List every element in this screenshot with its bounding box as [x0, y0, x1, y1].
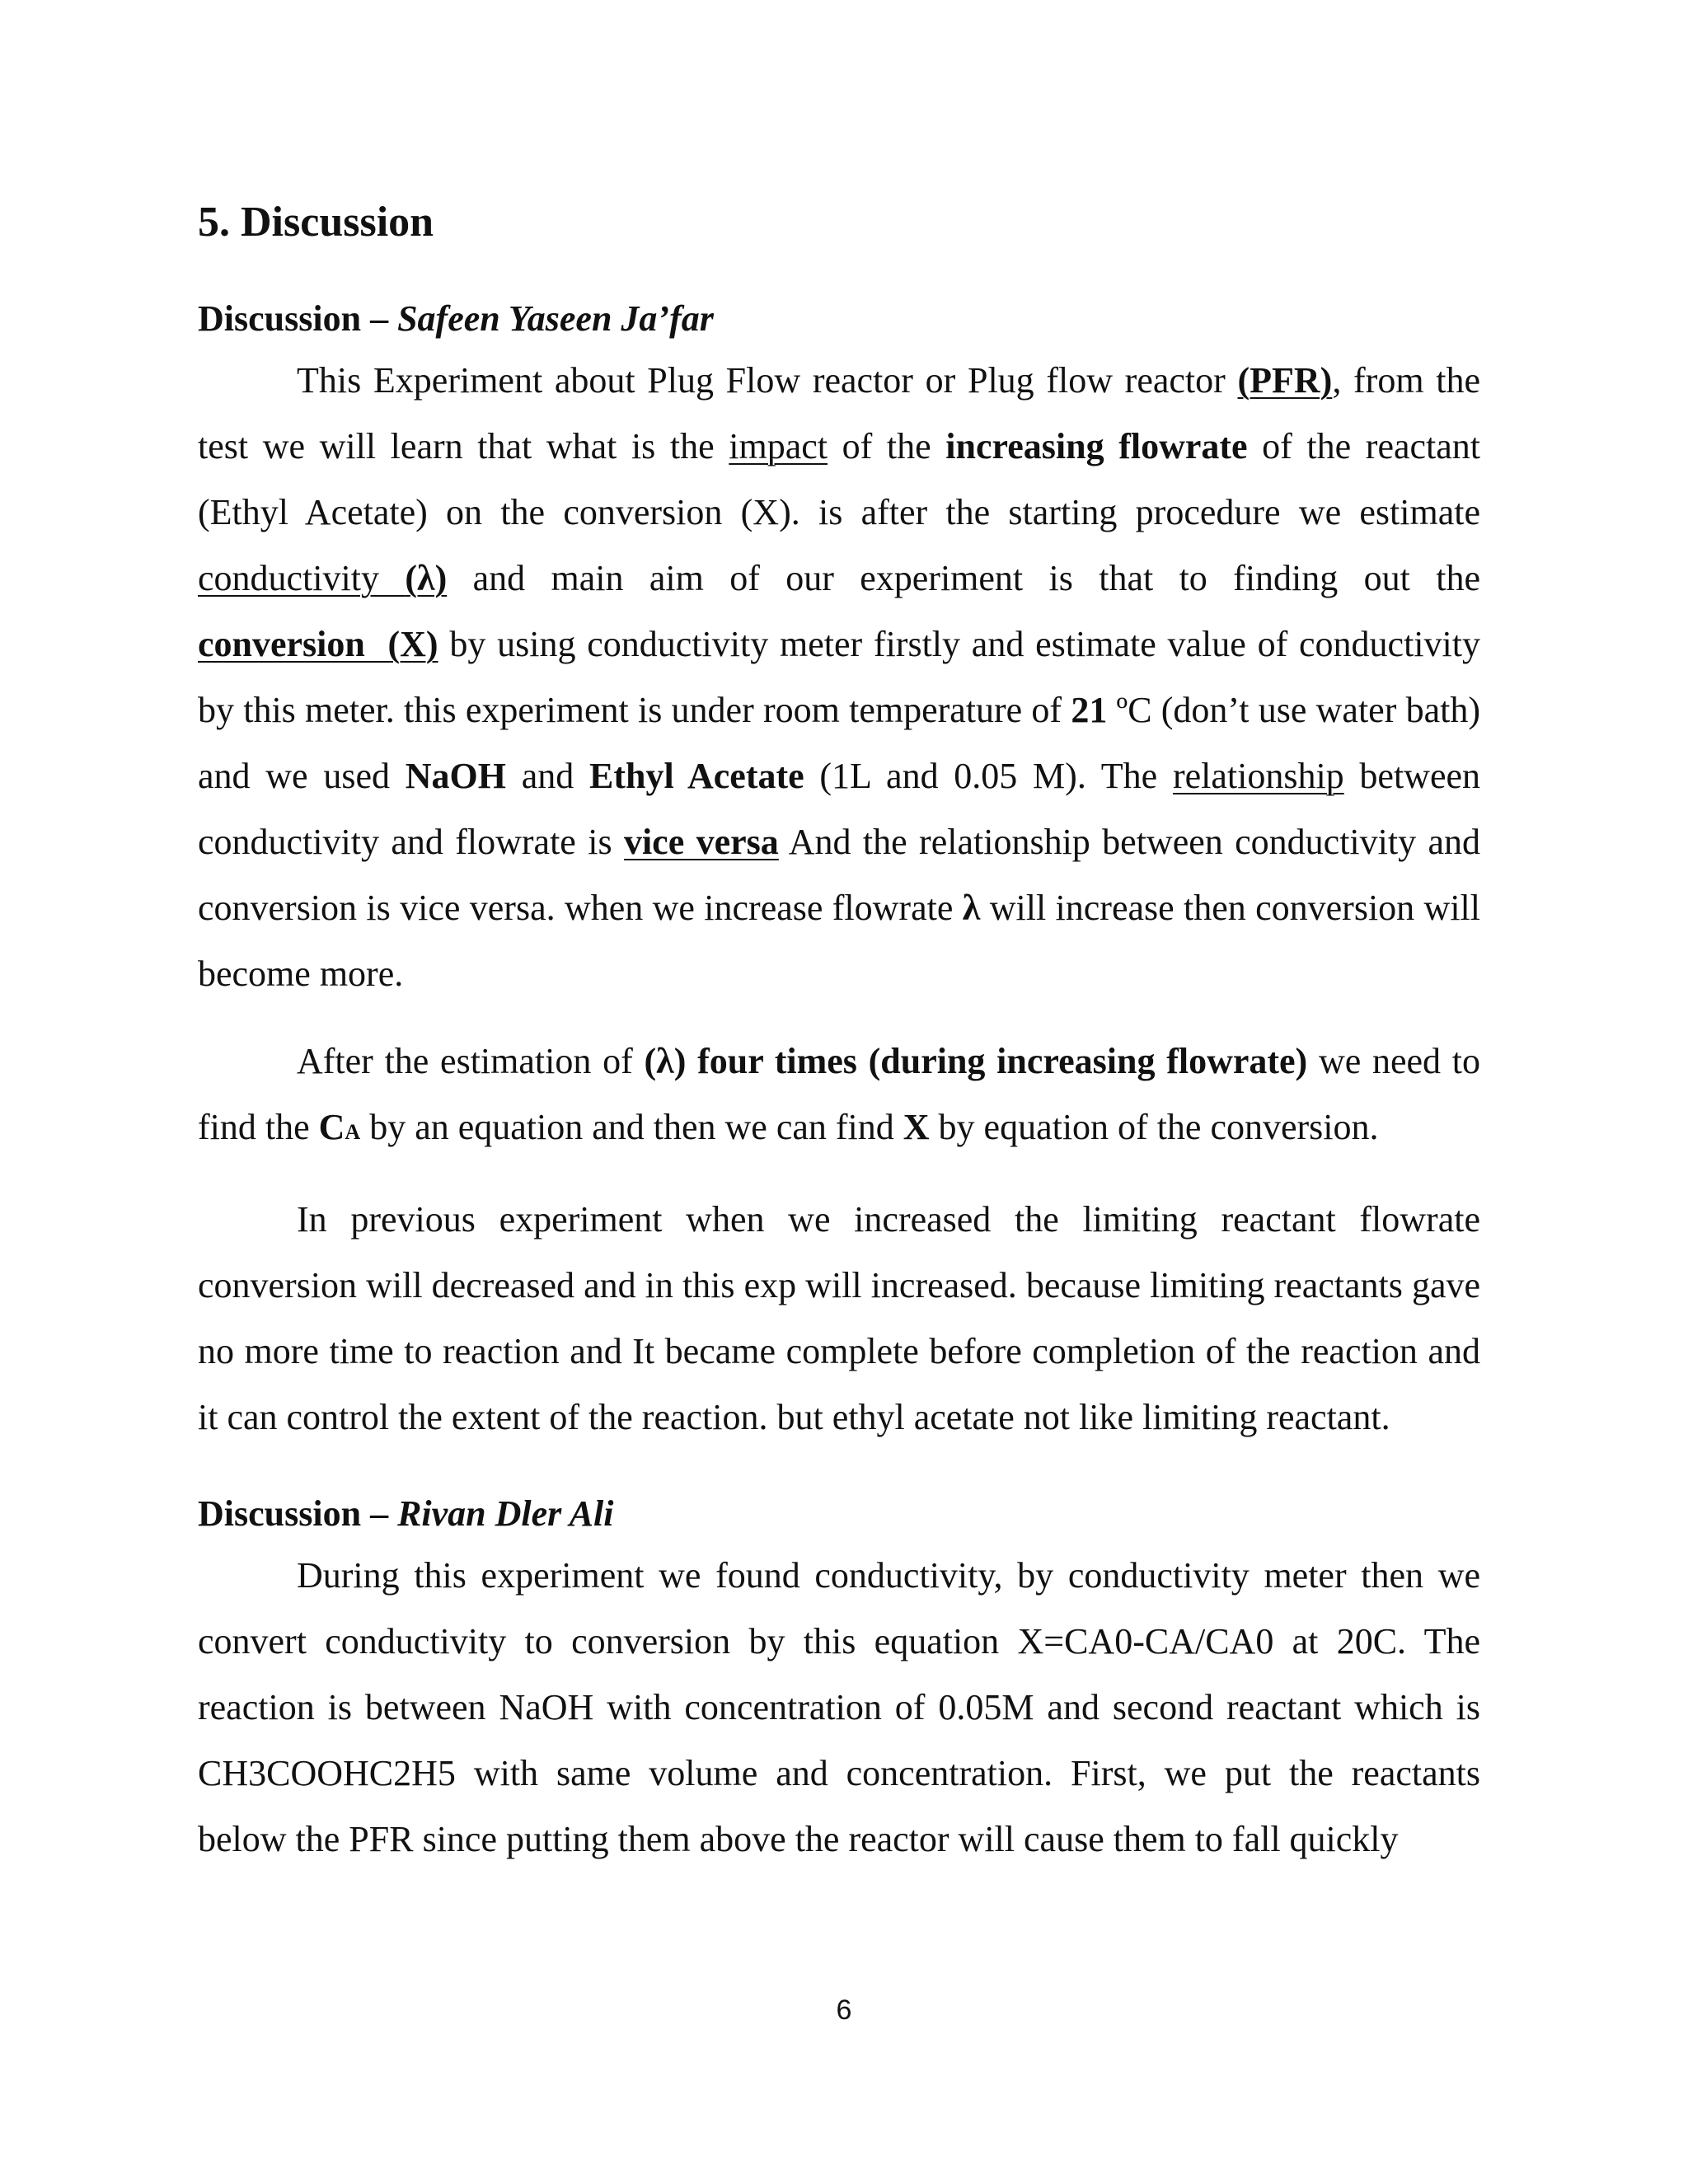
lambda-symbol: λ	[962, 888, 981, 928]
text-run: of the	[828, 426, 946, 466]
text-run: and	[505, 756, 589, 796]
text-run: conductivity	[198, 558, 406, 598]
paragraph: During this experiment we found conductivity, by conductivity meter then we convert conductivity to conversion by this equation X=CA0-CA/CA0 at 20C. The reaction is between NaOH with concentration of 0.05M and second reactant which is CH3COOHC2H5 with same volume and concentration. First, we put the reactants below the PFR since putting them above the reactor will cause them to fall quickly	[198, 1555, 1480, 1859]
text-run: by using conductivity meter firstly and estimate value of conductivity by this meter. this experiment is under room temperature of	[198, 624, 1480, 730]
relationship-term: relationship	[1172, 756, 1344, 796]
text-run: will increase then conversion will become more.	[198, 888, 1480, 994]
text-run: This Experiment about Plug Flow reactor or Plug flow reactor	[297, 360, 1238, 401]
text-run: between conductivity and flowrate is	[198, 756, 1481, 862]
bold-phrase: (λ) four times (during increasing flowrate)	[644, 1041, 1308, 1081]
conversion-term: conversion (X)	[198, 624, 438, 664]
temperature-value: 21	[1071, 690, 1108, 730]
discussion-prefix: Discussion –	[198, 298, 398, 339]
text-run: After the estimation of	[297, 1041, 645, 1081]
document-page	[198, 190, 1480, 1872]
ca-symbol: C	[318, 1107, 345, 1147]
text-run: ºC (don’t use water bath) and we used	[198, 690, 1480, 796]
paragraph: In previous experiment when we increased the limiting reactant flowrate conversion will decreased and in this exp will increased. because limiting reactants gave no more time to reaction and It became complete before completion of the reaction and it can control the extent of the reaction. but ethyl acetate not like limiting reactant.	[198, 1199, 1480, 1437]
ca-subscript: A	[345, 1120, 361, 1144]
vice-versa-term: vice versa	[623, 822, 779, 862]
discussion-prefix: Discussion –	[198, 1493, 398, 1534]
impact-term: impact	[729, 426, 828, 466]
ethyl-acetate-term: Ethyl Acetate	[588, 756, 804, 796]
text-run: And the relationship between conductivity and conversion is vice versa. when we increase flowrate	[198, 822, 1481, 928]
page-number: 6	[836, 1994, 852, 2026]
text-run: we need to find the	[198, 1041, 1480, 1147]
paragraph	[198, 348, 1480, 1007]
increasing-flowrate-term: increasing flowrate	[945, 426, 1248, 466]
text-run: by equation of the conversion.	[929, 1107, 1379, 1147]
x-symbol: X	[903, 1107, 930, 1147]
text-run: and main aim of our experiment is that to finding out the	[447, 558, 1480, 598]
naoh-term: NaOH	[405, 756, 506, 796]
conductivity-term	[198, 558, 447, 598]
author-name: Safeen Yaseen Ja’far	[397, 298, 714, 339]
paragraph	[198, 1029, 1480, 1165]
author-name: Rivan Dler Ali	[397, 1493, 614, 1534]
lambda-symbol: (λ)	[405, 558, 448, 598]
text-run: by an equation and then we can find	[360, 1107, 903, 1147]
section-title: 5. Discussion	[198, 199, 434, 246]
discussion-heading-rivan	[198, 1485, 1480, 1543]
text-run: (1L and 0.05 M). The	[804, 756, 1173, 796]
discussion-heading-safeen	[198, 290, 1480, 348]
pfr-term: (PFR)	[1237, 360, 1333, 401]
text-run: , from the test we will learn that what is the	[198, 360, 1480, 466]
text-run: of the reactant (Ethyl Acetate) on the conversion (X). is after the starting procedure we estimate	[198, 426, 1481, 532]
